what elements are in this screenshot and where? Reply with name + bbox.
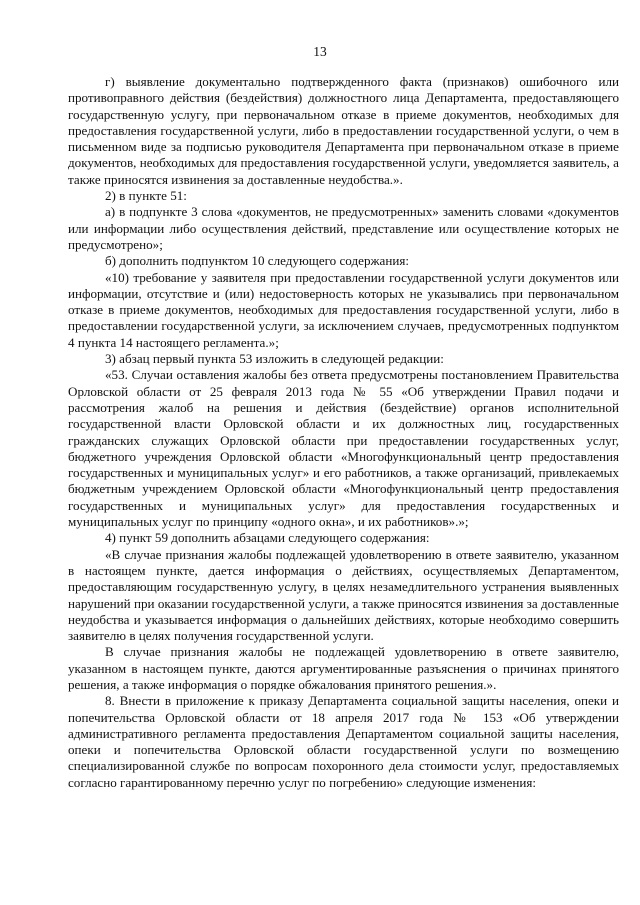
paragraph-subpoint-a: а) в подпункте 3 слова «документов, не предусмотренных» заменить словами «документов или информации либо осуществления действий, представление или осуществление которых не предусмотрено»;	[68, 204, 619, 252]
paragraph-item-4: 4) пункт 59 дополнить абзацами следующего содержания:	[105, 530, 430, 546]
paragraph-complaint-rejected: В случае признания жалобы не подлежащей удовлетворению в ответе заявителю, указанном в настоящем пункте, даются аргументированные разъяснения о причинах принятого решения, а также информация о порядке обжалования принятого решения.».	[68, 644, 619, 692]
paragraph-item-2: 2) в пункте 51:	[105, 188, 187, 204]
paragraph-subpoint-10: «10) требование у заявителя при предоставлении государственной услуги документов или информации, отсутствие и (или) недостоверность которых не указывались при первоначальном отказе в приеме документов, необходимых для предоставления государственной услуги, либо в предоставлении государственной услуги, за исключением случаев, предусмотренных подпунктом 4 пункта 14 настоящего регламента.»;	[68, 269, 619, 350]
paragraph-subpoint-g: г) выявление документально подтвержденного факта (признаков) ошибочного или противоправного действия (бездействия) должностного лица Департамента, предоставляющего государственную услугу, при первоначальном отказе в приеме документов, необходимых для предоставления государственной услуги, либо в предоставлении государственной услуги, о чем в письменном виде за подписью руководителя Департамента при первоначальном отказе в приеме документов, необходимых для предоставления государственной услуги, уведомляется заявитель, а также приносятся извинения за доставленные неудобства.».	[68, 74, 619, 187]
page-number: 13	[313, 44, 327, 59]
paragraph-complaint-satisfied: «В случае признания жалобы подлежащей удовлетворению в ответе заявителю, указанном в настоящем пункте, дается информация о действиях, осуществляемых Департаментом, предоставляющим государственную услугу, в целях незамедлительного устранения выявленных нарушений при оказании государственной услуги, а также приносятся извинения за доставленные неудобства и указывается информация о дальнейших действиях, которые необходимо совершить заявителю в целях получения государственной услуги.	[68, 546, 619, 644]
paragraph-item-3: 3) абзац первый пункта 53 изложить в следующей редакции:	[105, 351, 444, 367]
paragraph-item-8: 8. Внести в приложение к приказу Департамента социальной защиты населения, опеки и попечительства Орловской области от 18 апреля 2017 года № 153 «Об утверждении административного регламента предоставления Департаментом социальной защиты населения, опеки и попечительства Орловской области государственной услуги по возмещению специализированной службе по вопросам похоронного дела стоимости услуг, предоставляемых согласно гарантированному перечню услуг по погребению» следующие изменения:	[68, 693, 619, 790]
document-body	[68, 74, 619, 791]
paragraph-subpoint-b: б) дополнить подпунктом 10 следующего содержания:	[105, 253, 410, 269]
paragraph-point-53: «53. Случаи оставления жалобы без ответа предусмотрены постановлением Правительства Орловской области от 25 февраля 2013 года № 55 «Об утверждении Правил подачи и рассмотрения жалоб на решения и действия (бездействие) органов исполнительной государственной власти Орловской области и их должностных лиц, государственных гражданских служащих Орловской области при предоставлении государственных услуг, бюджетного учреждения Орловской области «Многофункциональный центр предоставления государственных и муниципальных услуг» и его работников, а также организаций, привлекаемых бюджетным учреждением Орловской области «Многофункциональный центр предоставления государственных и муниципальных услуг» для предоставления государственных и муниципальных услуг по принципу «одного окна», и их работников».»;	[68, 367, 619, 530]
